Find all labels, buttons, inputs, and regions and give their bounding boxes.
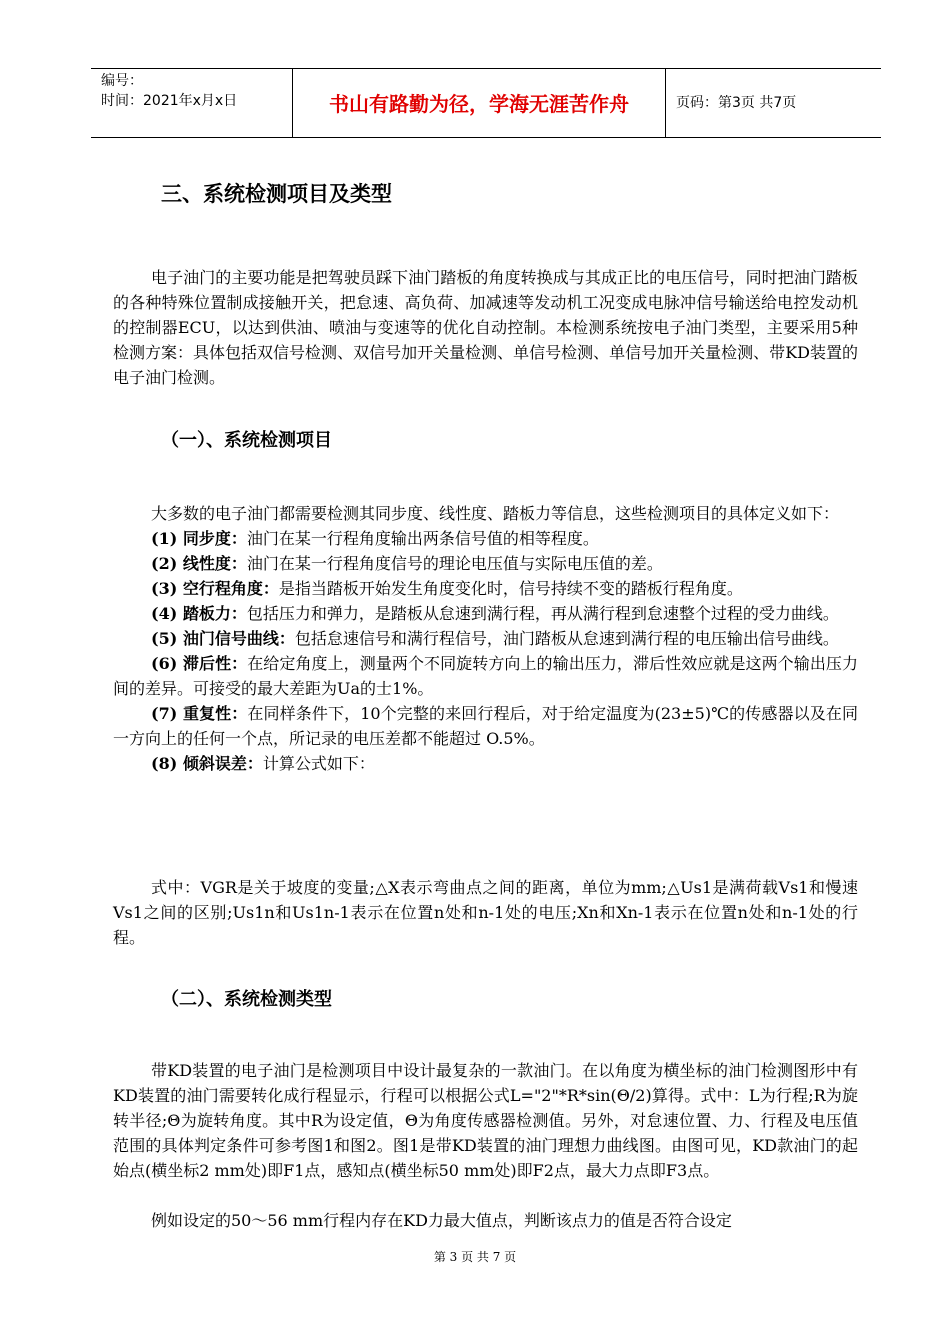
- items-block: [113, 501, 858, 776]
- page-label: 页码：第3页 共7页: [676, 95, 797, 111]
- list-item: (1) 同步度：油门在某一行程角度输出两条信号值的相等程度。: [151, 529, 599, 548]
- formula-note: 式中：VGR是关于坡度的变量;△X表示弯曲点之间的距离，单位为mm;△Us1是满荷载Vs1和慢速Vs1之间的区别;Us1n和Us1n-1表示在位置n处和n-1处的电压;Xn和Xn-1表示在位置n处和n-1处的行程。: [113, 878, 858, 947]
- type-paragraph-2: 例如设定的50～56 mm行程内存在KD力最大值点，判断该点力的值是否符合设定: [151, 1211, 732, 1230]
- lead-text: 大多数的电子油门都需要检测其同步度、线性度、踏板力等信息，这些检测项目的具体定义如下：: [151, 504, 840, 523]
- header-left-cell: [91, 69, 293, 137]
- section-title: 三、系统检测项目及类型: [161, 182, 392, 206]
- intro-paragraph: 电子油门的主要功能是把驾驶员踩下油门踏板的角度转换成与其成正比的电压信号，同时把油门踏板的各种特殊位置制成接触开关，把怠速、高负荷、加减速等发动机工况变成电脉冲信号输送给电控发动机的控制器ECU，以达到供油、喷油与变速等的优化自动控制。本检测系统按电子油门类型，主要采用5种检测方案：具体包括双信号检测、双信号加开关量检测、单信号检测、单信号加开关量检测、带KD装置的电子油门检测。: [113, 268, 858, 387]
- list-item: (7) 重复性：在同样条件下，10个完整的来回行程后，对于给定温度为(23±5)℃的传感器以及在同一方向上的任何一个点，所记录的电压差都不能超过 O.5%。: [113, 704, 858, 748]
- list-item: (5) 油门信号曲线：包括怠速信号和满行程信号，油门踏板从怠速到满行程的电压输出信号曲线。: [151, 629, 839, 648]
- type-paragraph-1: 带KD装置的电子油门是检测项目中设计最复杂的一款油门。在以角度为横坐标的油门检测图形中有KD装置的油门需要转化成行程显示，行程可以根据公式L="2"*R*sin(Θ/2)算得。式中：L为行程;R为旋转半径;Θ为旋转角度。其中R为设定值，Θ为角度传感器检测值。另外，对怠速位置、力、行程及电压值范围的具体判定条件可参考图1和图2。图1是带KD装置的油门理想力曲线图。由图可见，KD款油门的起始点(横坐标2 mm处)即F1点，感知点(横坐标50 mm处)即F2点，最大力点即F3点。: [113, 1061, 858, 1180]
- code-label: 编号：: [101, 73, 143, 89]
- list-item: (3) 空行程角度：是指当踏板开始发生角度变化时，信号持续不变的踏板行程角度。: [151, 579, 743, 598]
- header-center-cell: [293, 69, 666, 137]
- list-item: (4) 踏板力：包括压力和弹力，是踏板从怠速到满行程，再从满行程到怠速整个过程的受力曲线。: [151, 604, 839, 623]
- time-label: 时间：2021年x月x日: [101, 93, 238, 109]
- list-item: (6) 滞后性：在给定角度上，测量两个不同旋转方向上的输出压力，滞后性效应就是这两个输出压力间的差异。可接受的最大差距为Ua的士1%。: [113, 654, 858, 698]
- page-footer: 第 3 页 共 7 页: [433, 1250, 517, 1264]
- header-right-cell: [666, 69, 881, 137]
- list-item: (2) 线性度：油门在某一行程角度信号的理论电压值与实际电压值的差。: [151, 554, 663, 573]
- subsection-1-title: （一）、系统检测项目: [161, 430, 332, 451]
- subsection-2-title: （二）、系统检测类型: [161, 989, 332, 1010]
- header-motto: 书山有路勤为径，学海无涯苦作舟: [329, 92, 629, 116]
- list-item: (8) 倾斜误差：计算公式如下：: [151, 754, 375, 773]
- document-header: [91, 68, 881, 138]
